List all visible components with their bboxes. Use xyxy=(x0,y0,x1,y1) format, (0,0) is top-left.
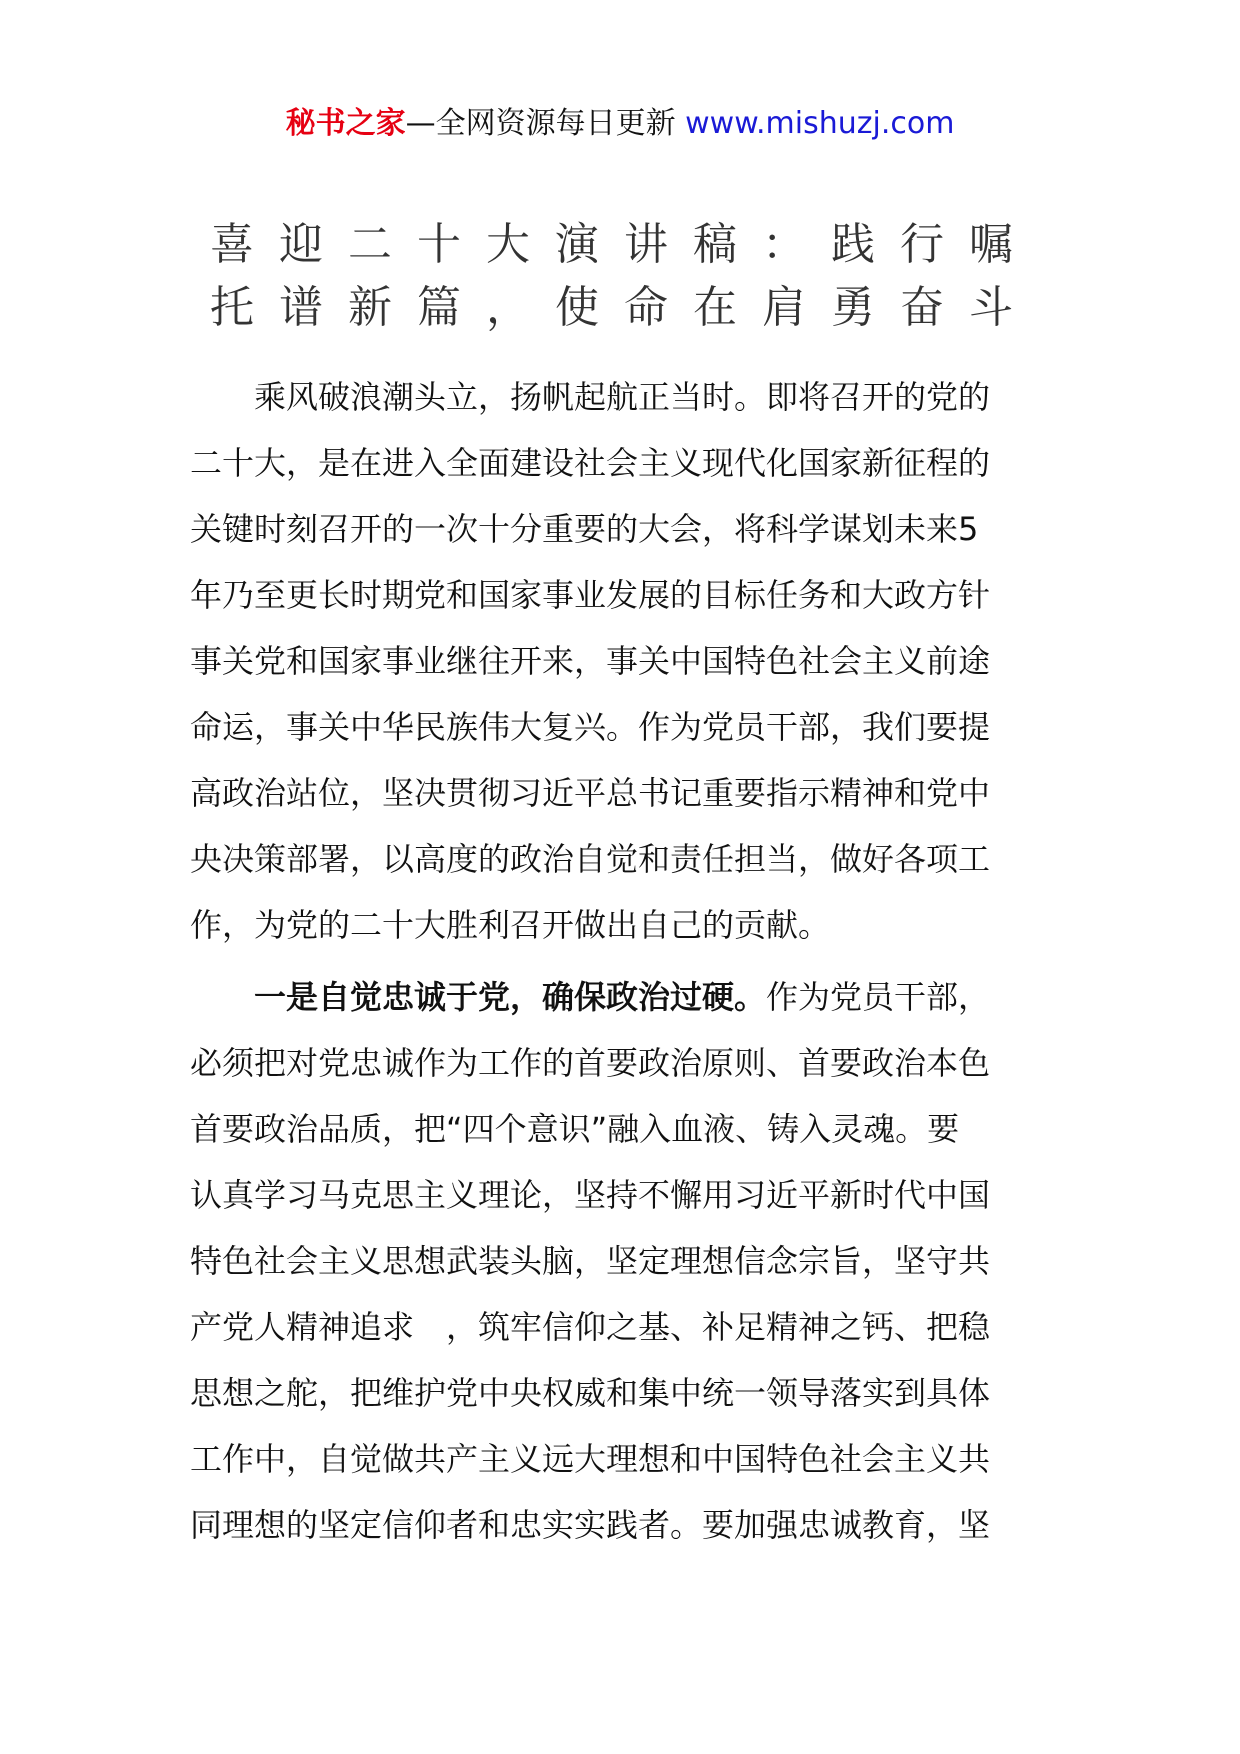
paragraph-lead-line xyxy=(190,964,1060,1030)
paragraph-line: 央决策部署，以高度的政治自觉和责任担当，做好各项工 xyxy=(190,840,991,878)
paragraph-line: 思想之舵，把维护党中央权威和集中统一领导落实到具体 xyxy=(190,1374,991,1412)
document-title-line-2: 托谱新篇，使命在肩勇奋斗 xyxy=(210,282,1038,333)
paragraph-line: 乘风破浪潮头立，扬帆起航正当时。即将召开的党的 xyxy=(190,378,991,416)
section-heading: 一是自觉忠诚于党，确保政治过硬。 xyxy=(190,978,767,1016)
header-url[interactable]: www.mishuzj.com xyxy=(685,106,955,141)
paragraph-section-one xyxy=(190,964,1060,1558)
paragraph-line: 同理想的坚定信仰者和忠实实践者。要加强忠诚教育，坚 xyxy=(190,1506,991,1544)
paragraph-line: 产党人精神追求 ，筑牢信仰之基、补足精神之钙、把稳 xyxy=(190,1308,991,1346)
document-title-line-1: 喜迎二十大演讲稿：践行嘱 xyxy=(210,219,1038,270)
paragraph-line: 作，为党的二十大胜利召开做出自己的贡献。 xyxy=(190,906,831,944)
brand-name: 秘书之家 xyxy=(285,106,406,141)
paragraph-line: 命运，事关中华民族伟大复兴。作为党员干部，我们要提 xyxy=(190,708,991,746)
paragraph-line: 年乃至更长时期党和国家事业发展的目标任务和大政方针 xyxy=(190,576,991,614)
header-tagline: —全网资源每日更新 xyxy=(405,106,676,141)
paragraph-intro xyxy=(190,364,1060,958)
paragraph-line: 高政治站位，坚决贯彻习近平总书记重要指示精神和党中 xyxy=(190,774,991,812)
paragraph-line: 工作中，自觉做共产主义远大理想和中国特色社会主义共 xyxy=(190,1440,991,1478)
paragraph-line: 必须把对党忠诚作为工作的首要政治原则、首要政治本色 xyxy=(190,1044,991,1082)
lead-rest-text: 作为党员干部， xyxy=(766,978,991,1016)
paragraph-line: 首要政治品质，把“四个意识”融入血液、铸入灵魂。要 xyxy=(190,1110,960,1148)
paragraph-line: 认真学习马克思主义理论，坚持不懈用习近平新时代中国 xyxy=(190,1176,991,1214)
paragraph-line: 二十大，是在进入全面建设社会主义现代化国家新征程的 xyxy=(190,444,991,482)
paragraph-line: 事关党和国家事业继往开来，事关中国特色社会主义前途 xyxy=(190,642,991,680)
site-header xyxy=(0,104,1240,144)
paragraph-line: 特色社会主义思想武装头脑，坚定理想信念宗旨，坚守共 xyxy=(190,1242,991,1280)
paragraph-line: 关键时刻召开的一次十分重要的大会，将科学谋划未来5 xyxy=(190,510,979,548)
